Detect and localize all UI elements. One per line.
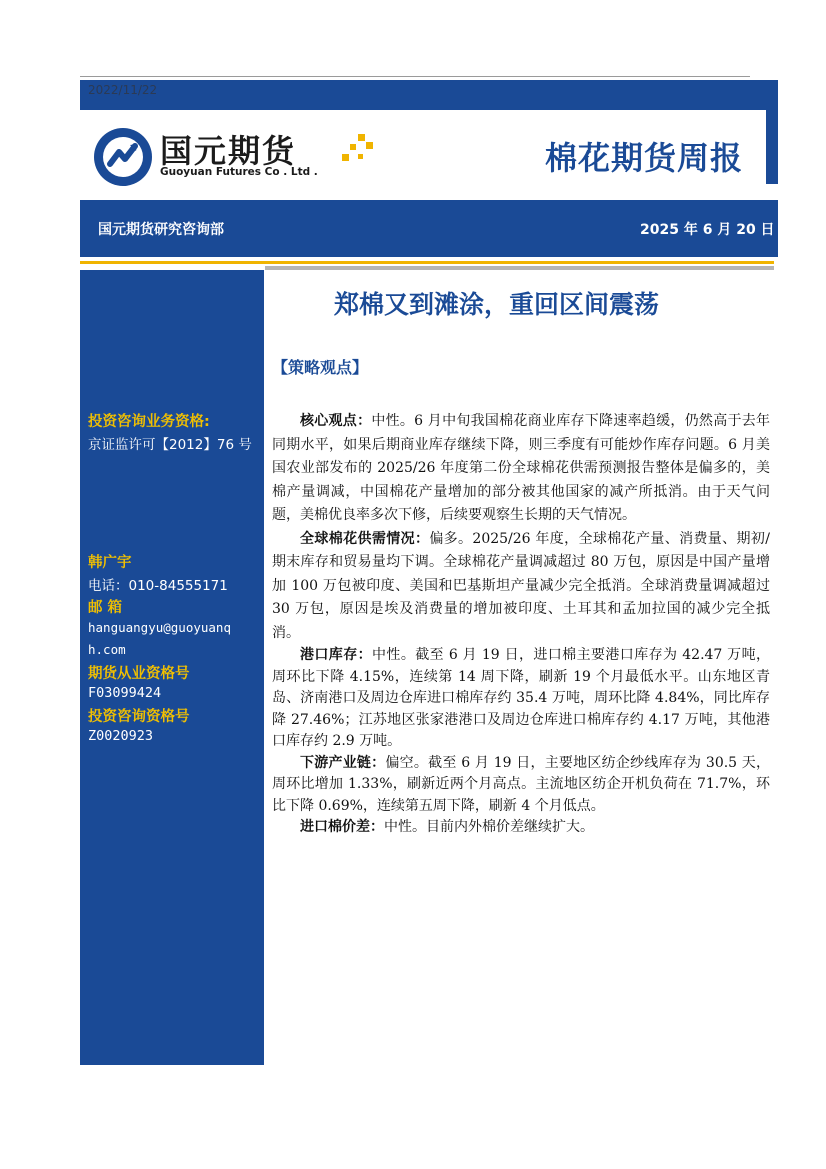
paragraph-import-spread — [272, 817, 770, 839]
paragraph-text: 偏空。截至 6 月 19 日，主要地区纺企纱线库存为 30.5 天，周环比增加 1.33%，刷新近两个月高点。主流地区纺企开机负荷在 71.7%，环比下降 0.69%，连续第五周下降，刷新 4 个月低点。 — [272, 754, 771, 814]
paragraph-keyword: 全球棉花供需情况： — [300, 530, 430, 547]
publish-date: 2025 年 6 月 20 日 — [640, 222, 775, 238]
company-logo — [92, 124, 382, 192]
paragraph-text: 偏多。2025/26 年度，全球棉花产量、消费量、期初/期末库存和贸易量均下调。全球棉花产量调减超过 80 万包，原因是中国产量增加 100 万包被印度、美国和巴基斯坦产量减少完全抵消。全球消费量调减超过 30 万包，原因是埃及消费量的增加被印度、土耳其和孟加拉国的减少完全抵消。 — [272, 530, 770, 641]
date-stamp: 2022/11/22 — [88, 83, 158, 97]
logo-english-name: Guoyuan Futures Co . Ltd . — [160, 166, 318, 178]
qualification-value: 京证监许可【2012】76 号 — [88, 437, 252, 453]
strategy-body — [272, 410, 770, 839]
logo-name: 国元期货 — [160, 132, 297, 170]
gray-divider — [265, 266, 774, 270]
analyst-phone: 电话：010-84555171 — [88, 578, 228, 594]
department-name: 国元期货研究咨询部 — [98, 222, 224, 238]
paragraph-keyword: 进口棉价差： — [300, 819, 384, 835]
top-banner — [80, 80, 778, 110]
analyst-name: 韩广宇 — [88, 555, 132, 571]
paragraph-core-view — [272, 410, 770, 528]
paragraph-keyword: 核心观点： — [300, 413, 372, 429]
advisory-cert-value: Z0020923 — [88, 728, 154, 744]
paragraph-keyword: 港口库存： — [300, 647, 373, 663]
gold-squares-icon — [336, 132, 376, 168]
analyst-email-line1: hanguangyu@guoyuanq — [88, 620, 231, 635]
paragraph-keyword: 下游产业链： — [300, 754, 386, 771]
analyst-email-line2: h.com — [88, 642, 126, 657]
paragraph-global-supply-demand — [272, 528, 770, 646]
paragraph-text: 中性。目前内外棉价差继续扩大。 — [384, 819, 594, 835]
section-title: 【策略观点】 — [272, 358, 369, 377]
gold-divider — [80, 261, 774, 264]
paragraph-downstream — [272, 753, 770, 818]
futures-cert-label: 期货从业资格号 — [88, 666, 190, 682]
top-rule — [80, 76, 750, 77]
qualification-label: 投资咨询业务资格: — [88, 414, 210, 430]
paragraph-text: 中性。截至 6 月 19 日，进口棉主要港口库存为 42.47 万吨，周环比下降 4.15%，连续第 14 周下降，刷新 19 个月最低水平。山东地区青岛、济南港口及周边仓库进口棉库存约 35.4 万吨，周环比降 4.84%，同比库存降 27.46%；江苏地区张家港港口及周边仓库进口棉库存约 4.17 万吨，其他港口库存约 2.9 万吨。 — [272, 647, 770, 749]
paragraph-text: 中性。6 月中旬我国棉花商业库存下降速率趋缓，仍然高于去年同期水平，如果后期商业库存继续下降，则三季度有可能炒作库存问题。6 月美国农业部发布的 2025/26 年度第二份全球棉花供需预测报告整体是偏多的，美棉产量调减，中国棉花产量增加的部分被其他国家的减产所抵消。由于天气问题，美棉优良率多次下修，后续要观察生长期的天气情况。 — [272, 413, 771, 523]
advisory-cert-label: 投资咨询资格号 — [88, 709, 190, 725]
headline: 郑棉又到滩涂，重回区间震荡 — [334, 290, 660, 319]
email-label: 邮 箱 — [88, 600, 123, 616]
futures-cert-value: F03099424 — [88, 685, 162, 701]
report-title: 棉花期货周报 — [545, 139, 744, 177]
logo-emblem-icon — [92, 126, 154, 188]
right-accent-bar — [766, 110, 778, 184]
paragraph-port-inventory — [272, 645, 770, 753]
